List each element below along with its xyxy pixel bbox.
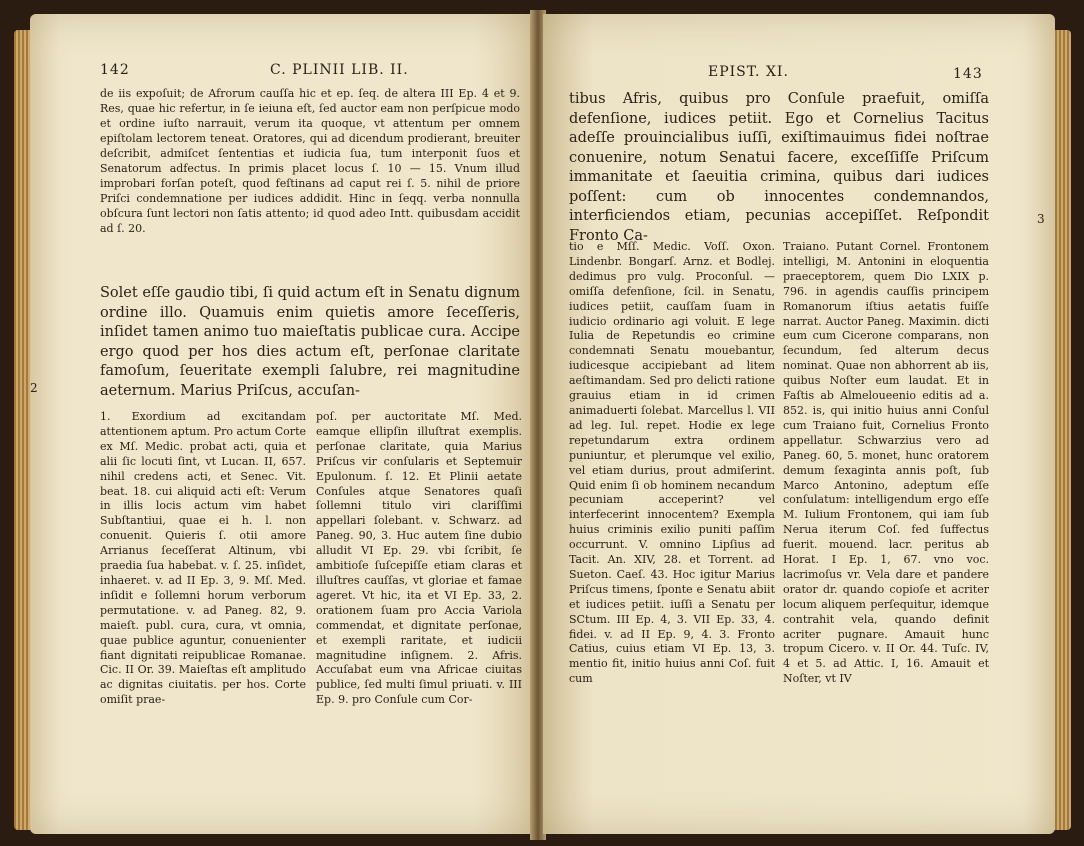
left-page xyxy=(30,14,535,834)
left-notes-column-2: poſ. per auctoritate Mſ. Med. eamque ellipſin illuſtrat exemplis. perſonae claritate, quia Marius Priſcus vir conſularis et Septemuir Epulonum. ſ. 12. Et Plinii aetate Conſules atque Senatores quaſi ſollemni titulo viri clariſſimi appellari ſolebant. v. Schwarz. ad Paneg. 90, 3. Huc autem ſine dubio alludit VI Ep. 29. vbi ſcribit, ſe ambitioſe ſuſcepiſſe etiam claras et illuſtres cauſſas, vt gloriae et famae ageret. Vt hic, ita et VI Ep. 33, 2. orationem ſuam pro Accia Variola commendat, et dignitate perſonae, et exempli raritate, et iudicii magnitudine inſignem. 2. Afris. Accuſabat eum vna Africae ciuitas publice, ſed multi ſimul priuati. v. III Ep. 9. pro Conſule cum Cor- xyxy=(316,410,522,707)
right-notes-column-2: Traiano. Putant Cornel. Frontonem intelligi, M. Antonini in eloquentia praeceptorem, quem Dio LXIX p. 796. in agendis cauſſis principem Romanorum iſtius aetatis fuiſſe narrat. Auctor Paneg. Maximin. dicti eum cum Cicerone comparans, non ſecundum, ſed alterum decus nominat. Quae non abhorrent ab iis, quibus Noſter eum laudat. Et in Faſtis ab Almeloueenio editis ad a. 852. is, qui initio huius anni Conſul cum Traiano fuit, Cornelius Fronto appellatur. Schwarzius vero ad Paneg. 60, 5. monet, hunc oratorem demum ſexaginta annis poſt, ſub Marco Antonino, adeptum eſſe conſulatum: intelligendum ergo eſſe M. Iulium Frontonem, qui iam ſub Nerua iterum Coſ. fed ſuffectus fuerit. mouend. lacr. peritus ab Horat. I Ep. 1, 67. vno voc. lacrimoſus vr. Vela dare et pandere orator dr. quando copioſe et acriter locum aliquem perſequitur, idemque contrahit vela, quando definit acriter pugnare. Amauit hunc tropum Cicero. v. II Or. 44. Tuſc. IV, 4 et 5. ad Attic. I, 16. Amauit et Noſter, vt IV xyxy=(783,240,989,686)
right-notes-column-1: tio e Mſſ. Medic. Voſſ. Oxon. Lindenbr. Bongarſ. Arnz. et Bodlej. dedimus pro vulg. Proconſul. — omiſſa defenſione, ſcil. in Senatu, iudices petiit, cauſſam ſuam in iudicio ordinario agi voluit. E lege Iulia de Repetundis eo crimine condemnati Senatu mouebantur, iudicesque accipiebant ad litem aeſtimandam. Sed pro delicti ratione grauius etiam in id crimen animaduerti ſolebat. Marcellus l. VII ad leg. Iul. repet. Hodie ex lege repetundarum extra ordinem puniuntur, et plerumque vel exilio, vel etiam durius, prout admiſerint. Quid enim ſi ob hominem necandum pecuniam acceperint? vel interfecerint innocentem? Exempla huius criminis exilio puniti paſſim occurrunt. V. omnino Lipſius ad Tacit. An. XIV, 28. et Torrent. ad Sueton. Caeſ. 43. Hoc igitur Marius Priſcus timens, ſponte e Senatu abiit et iudices petiit. iuſſi a Senatu per SCtum. III Ep. 4, 3. VII Ep. 33, 4. fidei. v. ad II Ep. 9, 4. 3. Fronto Catius, cuius etiam VI Ep. 13, 3. mentio fit, initio huius anni Coſ. fuit cum xyxy=(569,240,775,686)
right-page xyxy=(543,14,1055,834)
left-margin-number: 2 xyxy=(30,381,38,395)
left-running-head: C. PLINII LIB. II. xyxy=(270,62,409,78)
right-page-number: 143 xyxy=(953,66,983,82)
left-top-commentary: de iis expoſuit; de Afrorum cauſſa hic et ep. ſeq. de altera III Ep. 4 et 9. Res, quae hic refertur, in ſe ieiuna eſt, ſed auctor eam non perſpicue modo et ordine iuſto narrauit, verum ita quoque, vt attentum per omnem epiſtolam lectorem teneat. Oratores, qui ad dicendum prodierant, breuiter deſcribit, admiſcet ſententias et iudicia ſua, tum interponit ſuos et Senatorum adfectus. In primis placet locus ſ. 10 — 15. Vnum illud improbari forſan poteſt, quod feſtinans ad caput rei ſ. 5. nihil de priore Priſci condemnatione per iudices addidit. Hinc in ſeqq. verba nonnulla obſcura ſunt lectori non ſatis attento; id quod adeo Intt. quibusdam accidit ad ſ. 20. xyxy=(100,87,520,235)
left-notes-column-1: 1. Exordium ad excitandam attentionem aptum. Pro actum Corte ex Mſ. Medic. probat acti, quia et alii ſic locuti ſint, vt Lucan. II, 657. nihil credens acti, et Senec. Vit. beat. 18. cui aliquid acti eſt: Verum in illis locis actum vim habet Subſtantiui, quae ei h. l. non conuenit. Quieris ſ. otii amore Arrianus ſeceſſerat Altinum, vbi praedia ſua habebat. v. ſ. 25. inſidet, inhaeret. v. ad II Ep. 3, 9. Mſ. Med. inſidit e ſollemni horum verborum permutatione. v. ad Paneg. 82, 9. maieſt. publ. cura, cura, vt omnia, quae publice aguntur, conuenienter fiant dignitati reipublicae Romanae. Cic. II Or. 39. Maieſtas eſt amplitudo ac dignitas ciuitatis. per hos. Corte omiſit prae- xyxy=(100,410,306,707)
left-page-number: 142 xyxy=(100,62,130,78)
right-margin-number: 3 xyxy=(1037,212,1045,226)
right-running-head: EPIST. XI. xyxy=(708,64,789,80)
right-main-text: tibus Afris, quibus pro Conſule praefuit, omiſſa defenſione, iudices petiit. Ego et Cornelius Tacitus adeſſe prouincialibus iuſſi, exiſtimauimus fidei noſtrae conuenire, notum Senatui facere, exceſſiſſe Priſcum immanitate et ſaeuitia crimina, quibus dari iudices poſſent: cum ob innocentes condemnandos, interficiendos etiam, pecunias accepiſſet. Reſpondit Fronto Ca- xyxy=(569,91,989,244)
book-edge-right xyxy=(1053,30,1071,830)
left-main-text: Solet eſſe gaudio tibi, ſi quid actum eſt in Senatu dignum ordine illo. Quamuis enim quietis amore ſeceſſeris, inſidet tamen animo tuo maieſtatis publicae cura. Accipe ergo quod per hos dies actum eſt, perſonae claritate famoſum, ſeueritate exempli ſalubre, rei magnitudine aeternum. Marius Priſcus, accuſan- xyxy=(100,285,520,399)
